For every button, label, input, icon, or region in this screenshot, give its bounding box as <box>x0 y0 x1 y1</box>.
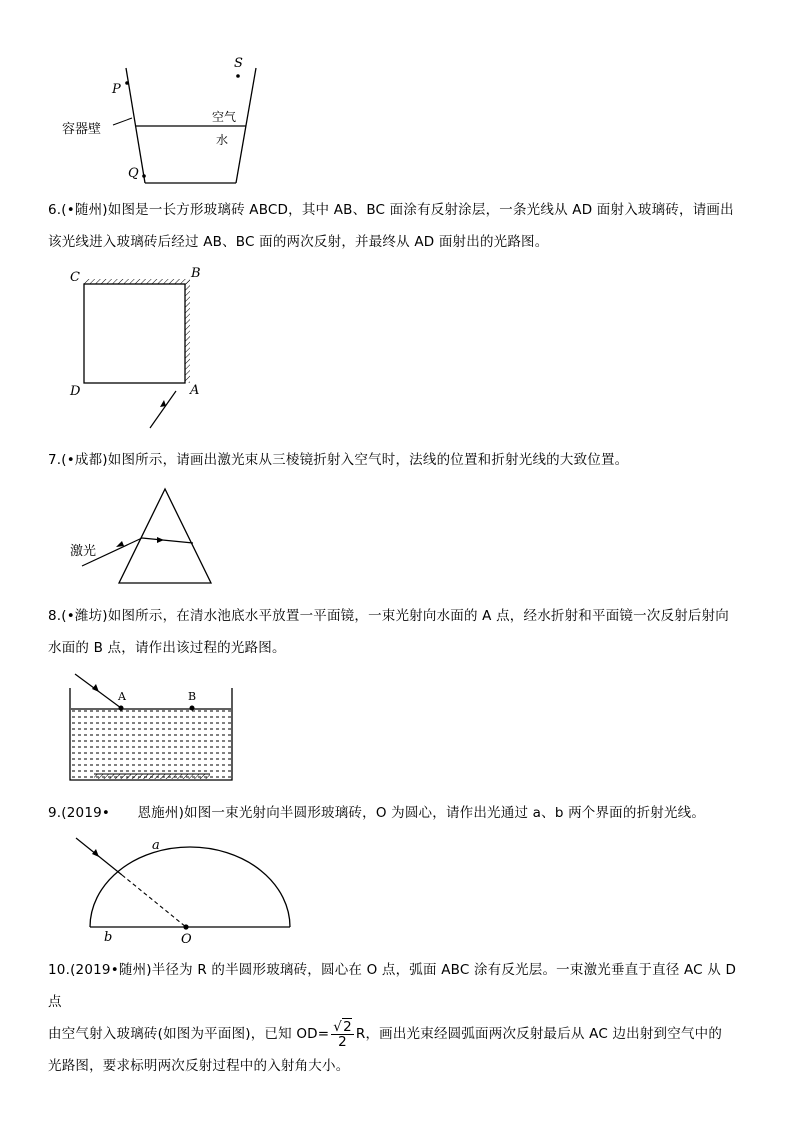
od-fraction: $\frac{√2}{2}$ <box>333 1018 352 1050</box>
od-fraction-denominator: 2 <box>338 1033 347 1050</box>
semicircle-arc <box>90 847 290 927</box>
question-9-line-1: (2019• 恩施州)如图一束光射向半圆形玻璃砖，O 为圆心，请作出光通过 a、b 两个界面的折射光线。 <box>61 805 706 821</box>
question-7-line-1: (•成都)如图所示，请画出激光束从三棱镜折射入空气时，法线的位置和折射光线的大致位置。 <box>61 452 629 468</box>
question-8-number: 8. <box>48 608 62 624</box>
question-10-text <box>48 954 748 1082</box>
question-6-line-2: 该光线进入玻璃砖后经过 AB、BC 面的两次反射，并最终从 AD 面射出的光路图。 <box>48 234 549 250</box>
semicircle-incident-arrow <box>92 849 99 857</box>
label-center-o: O <box>181 932 192 947</box>
label-pool-a: A <box>118 690 126 703</box>
label-container-wall: 容器壁 <box>62 122 102 137</box>
question-10-line-2-post: R，画出光束经圆弧面两次反射最后从 AC 边出射到空气中的 <box>355 1026 723 1042</box>
od-fraction-numerator: 2 <box>343 1018 352 1035</box>
label-b: B <box>191 266 201 281</box>
question-7-number: 7. <box>48 452 62 468</box>
question-10-line-2 <box>48 1018 748 1050</box>
label-c: C <box>70 270 80 285</box>
question-10-line-1: (2019•随州)半径为 R 的半圆形玻璃砖，圆心在 O 点，弧面 ABC 涂有反光层。一束激光垂直于直径 AC 从 D 点 <box>48 962 737 1010</box>
question-6-line-1: (•随州)如图是一长方形玻璃砖 ABCD，其中 AB、BC 面涂有反射涂层，一条光线从 AD 面射入玻璃砖，请画出 <box>61 202 734 218</box>
label-a: A <box>190 383 200 398</box>
question-9-number: 9. <box>48 805 62 821</box>
question-10-line-3: 光路图，要求标明两次反射过程中的入射角大小。 <box>48 1058 350 1074</box>
label-d: D <box>70 384 81 399</box>
label-p: P <box>112 82 121 97</box>
label-s: S <box>234 56 243 71</box>
semicircle-incident-ray <box>76 838 122 875</box>
question-10-number: 10. <box>48 962 71 978</box>
point-o <box>183 924 188 929</box>
label-arc-a: a <box>152 838 160 853</box>
question-10-line-2-pre: 由空气射入玻璃砖(如图为平面图)，已知 OD= <box>48 1026 330 1042</box>
label-q: Q <box>128 166 139 181</box>
label-air: 空气 <box>212 110 237 124</box>
question-8-line-2: 水面的 B 点，请作出该过程的光路图。 <box>48 640 286 656</box>
label-water: 水 <box>216 133 229 147</box>
question-6-number: 6. <box>48 202 62 218</box>
label-pool-b: B <box>188 690 197 703</box>
question-8-line-1: (•潍坊)如图所示，在清水池底水平放置一平面镜，一束光射向水面的 A 点，经水折射和平面镜一次反射后射向 <box>61 608 729 624</box>
label-laser: 激光 <box>70 544 97 559</box>
label-face-b: b <box>104 930 113 945</box>
semicircle-dashed-line <box>122 875 186 927</box>
